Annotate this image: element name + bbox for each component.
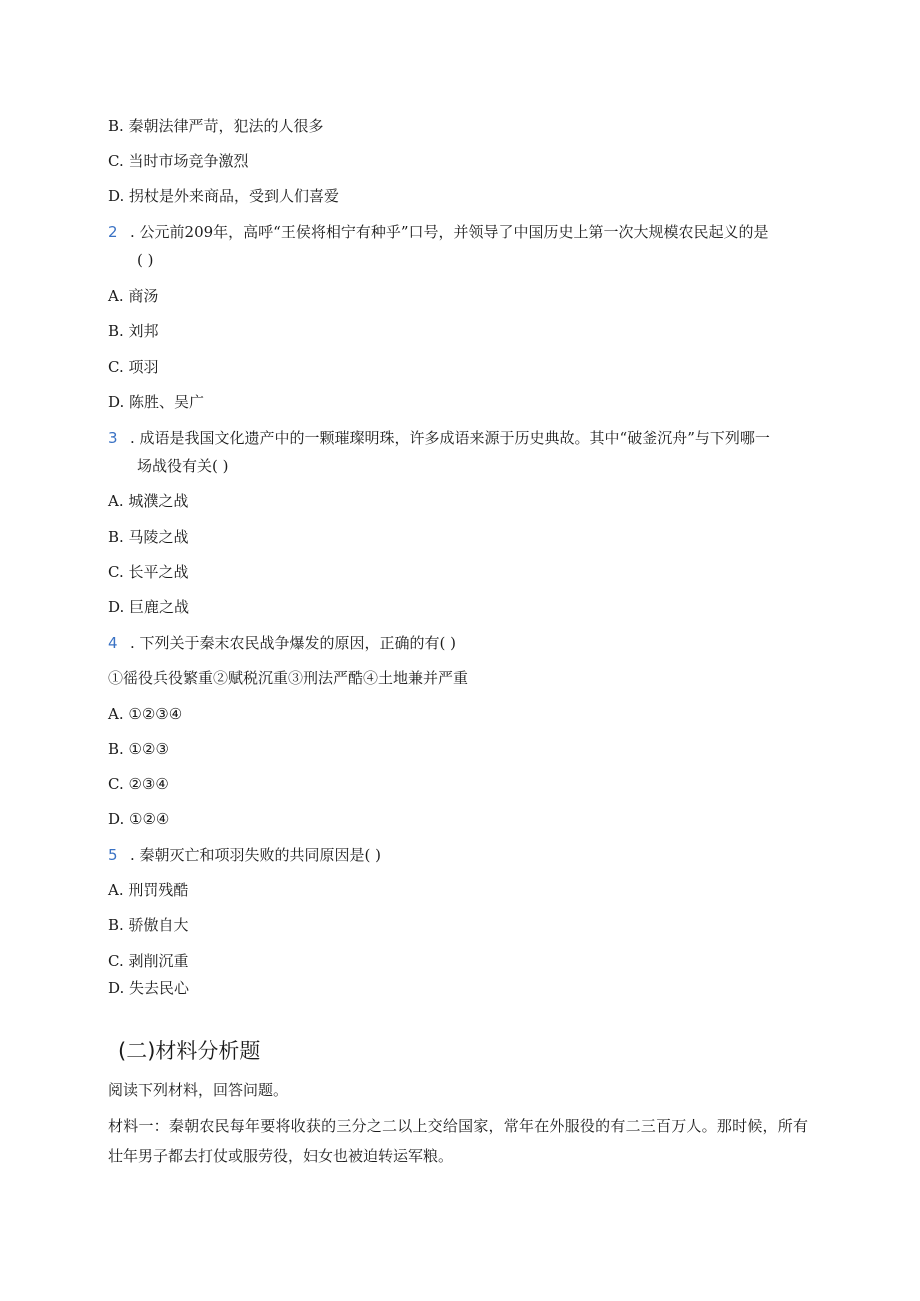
q5-option-d: D. 失去民心 xyxy=(108,979,190,997)
q1-option-b: B. 秦朝法律严苛，犯法的人很多 xyxy=(108,117,324,135)
q2-number: 2 xyxy=(108,223,118,241)
q5-text: . 秦朝灭亡和项羽失败的共同原因是( ) xyxy=(130,846,382,864)
q3-option-d: D. 巨鹿之战 xyxy=(108,598,190,616)
q2-option-c: C. 项羽 xyxy=(108,358,159,376)
q2-text-continued: ( ) xyxy=(137,251,154,269)
q3-option-a: A. 城濮之战 xyxy=(108,492,189,510)
q1-option-c: C. 当时市场竞争激烈 xyxy=(108,152,249,170)
q2-text: . 公元前209年，高呼“王侯将相宁有种乎”口号，并领导了中国历史上第一次大规模农民起义的是 xyxy=(130,223,769,241)
q5-option-c: C. 剥削沉重 xyxy=(108,952,189,970)
q3-text: . 成语是我国文化遗产中的一颗璀璨明珠，许多成语来源于历史典故。其中“破釜沉舟”与下列哪一 xyxy=(130,429,770,447)
q4-option-b: B. ①②③ xyxy=(108,740,169,758)
q4-items: ①徭役兵役繁重②赋税沉重③刑法严酷④土地兼并严重 xyxy=(108,669,469,687)
q4-option-c: C. ②③④ xyxy=(108,775,169,793)
q3-option-b: B. 马陵之战 xyxy=(108,528,189,546)
q5-option-a: A. 刑罚残酷 xyxy=(108,881,189,899)
q5-number: 5 xyxy=(108,846,118,864)
q5-option-b: B. 骄傲自大 xyxy=(108,916,189,934)
q2-option-b: B. 刘邦 xyxy=(108,322,159,340)
q2-option-d: D. 陈胜、吴广 xyxy=(108,393,205,411)
material-one-paragraph: 材料一：秦朝农民每年要将收获的三分之二以上交给国家，常年在外服役的有二三百万人。那时候，所有壮年男子都去打仗或服劳役，妇女也被迫转运军粮。 xyxy=(108,1117,808,1165)
q1-option-d: D. 拐杖是外来商品，受到人们喜爱 xyxy=(108,187,340,205)
q2-option-a: A. 商汤 xyxy=(108,287,159,305)
q3-option-c: C. 长平之战 xyxy=(108,563,189,581)
section-instruction: 阅读下列材料，回答问题。 xyxy=(108,1081,289,1099)
section-heading: (二)材料分析题 xyxy=(118,1039,261,1063)
q3-text-continued: 场战役有关( ) xyxy=(137,457,229,475)
q4-number: 4 xyxy=(108,634,118,652)
q4-option-a: A. ①②③④ xyxy=(108,705,183,723)
q4-option-d: D. ①②④ xyxy=(108,810,170,828)
q3-number: 3 xyxy=(108,429,118,447)
q4-text: . 下列关于秦末农民战争爆发的原因，正确的有( ) xyxy=(130,634,457,652)
